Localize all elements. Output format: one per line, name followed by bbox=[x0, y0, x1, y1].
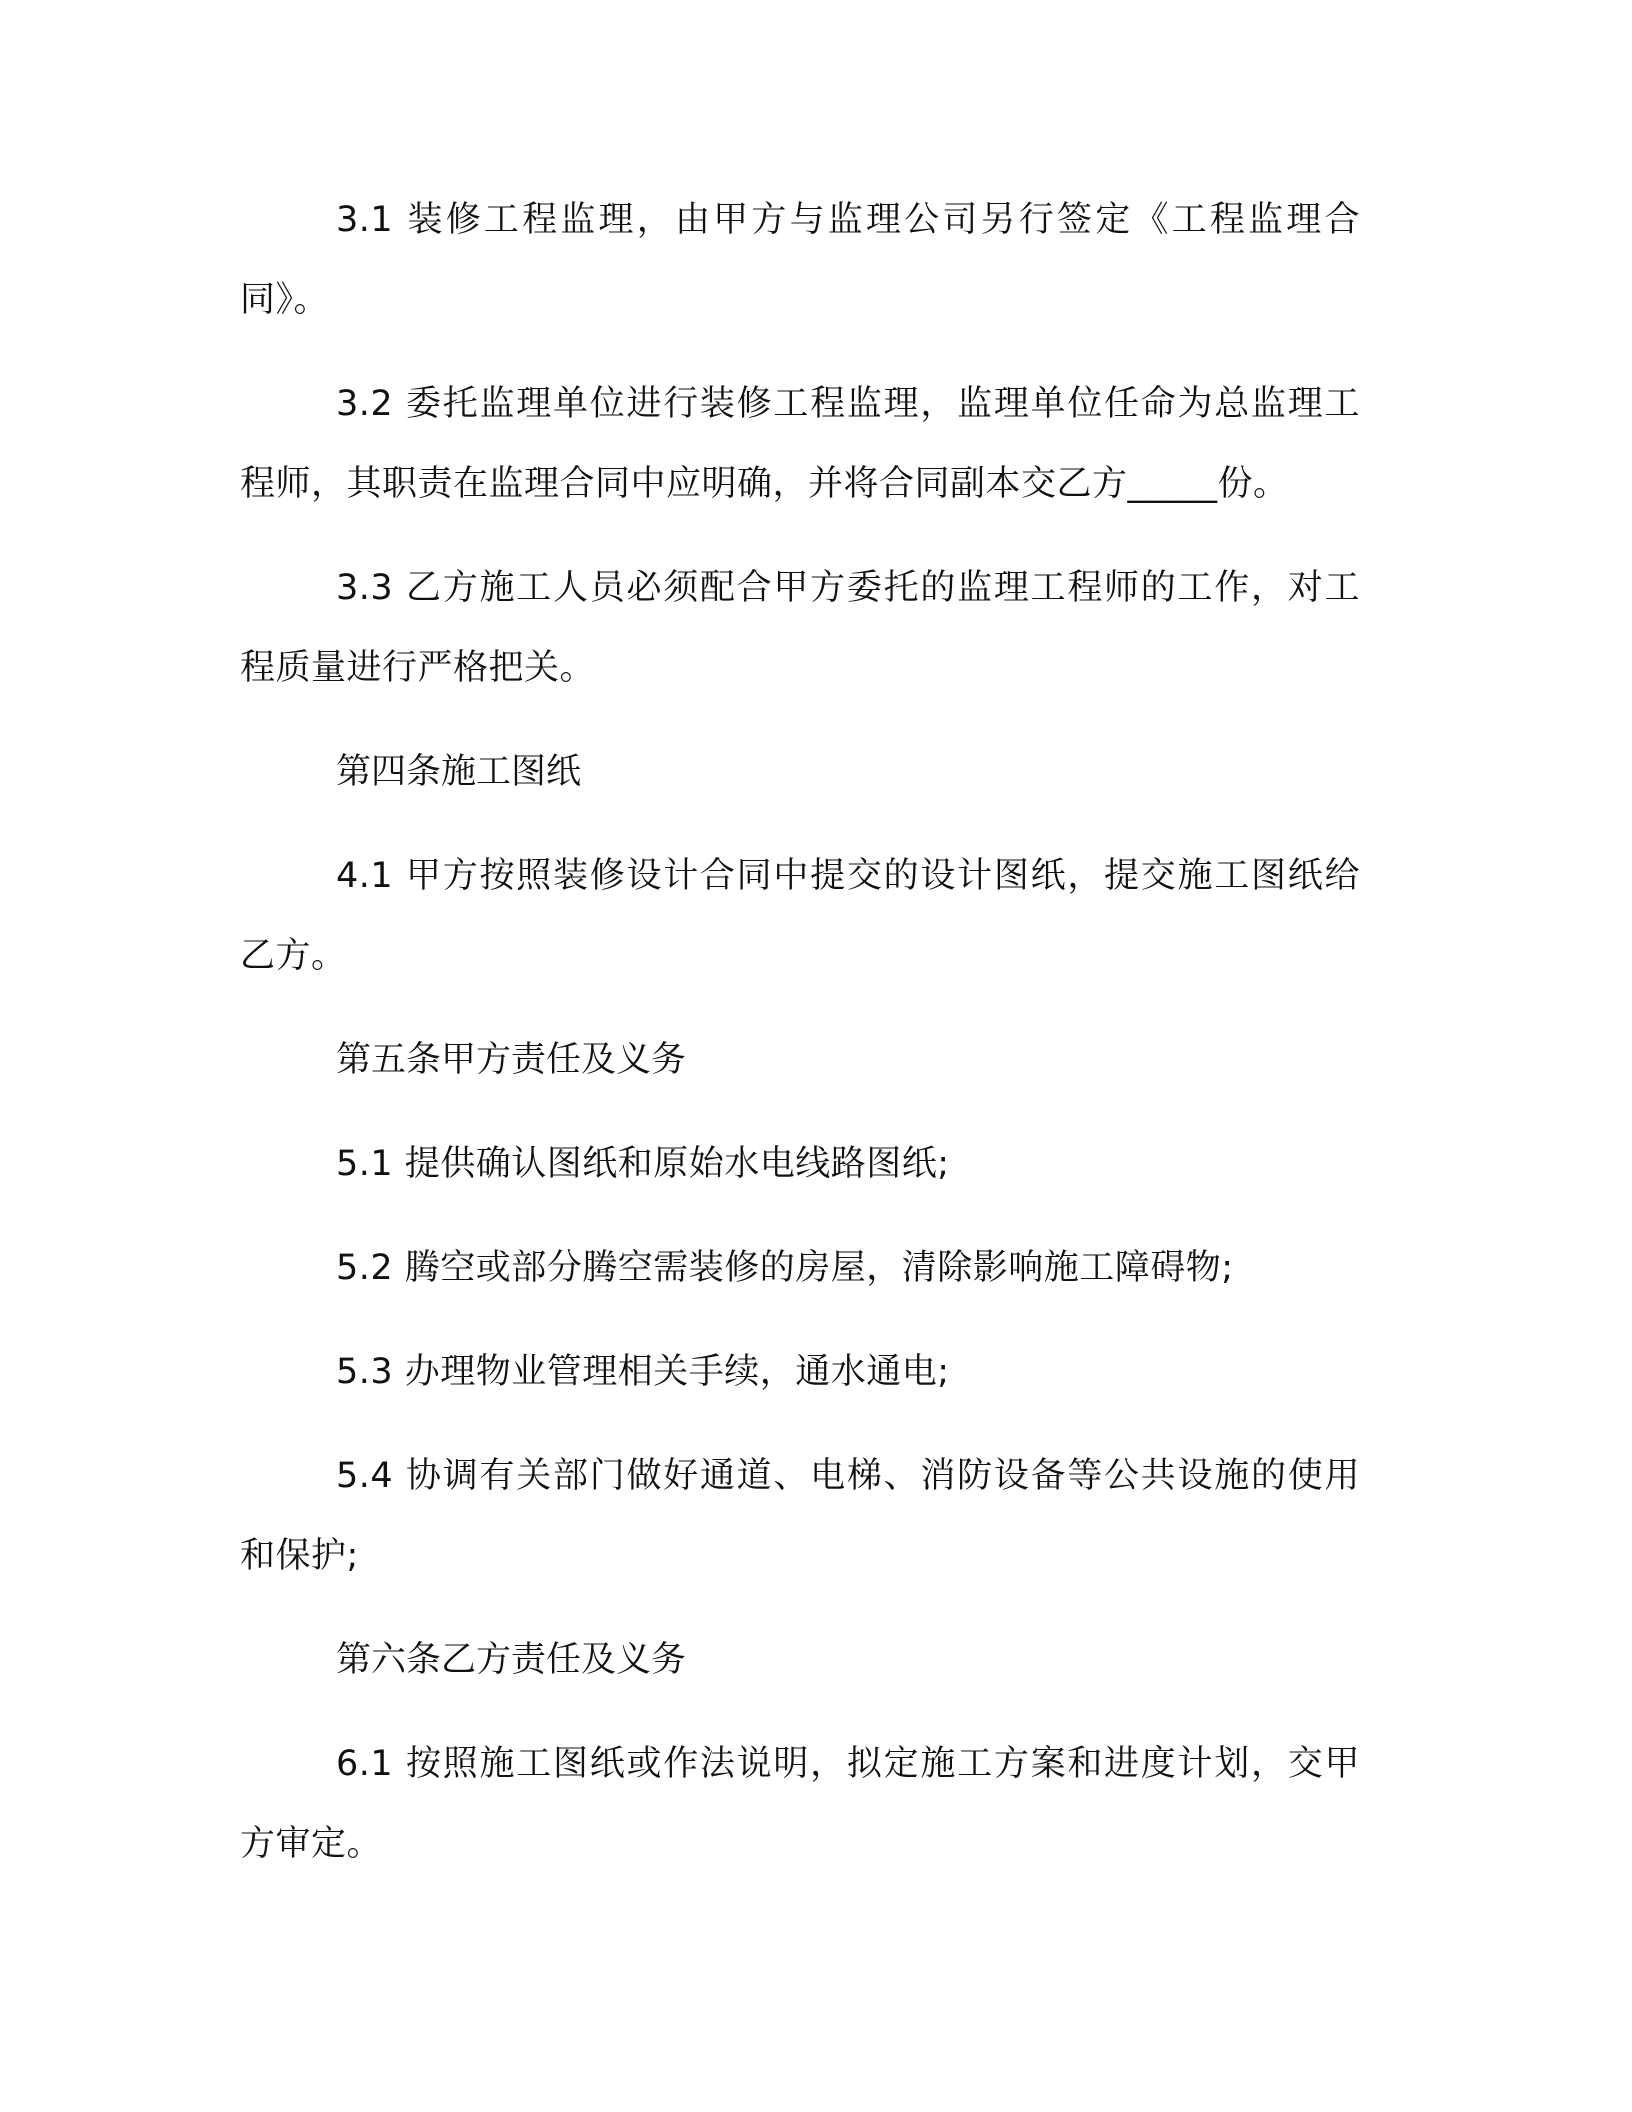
clause-4-1: 4.1 甲方按照装修设计合同中提交的设计图纸，提交施工图纸给乙方。 bbox=[240, 856, 1360, 976]
clause-5-4: 5.4 协调有关部门做好通道、电梯、消防设备等公共设施的使用和保护; bbox=[240, 1456, 1360, 1576]
document-body bbox=[240, 180, 1360, 1908]
clause-5-1: 5.1 提供确认图纸和原始水电线路图纸; bbox=[336, 1144, 950, 1184]
article-5-heading: 第五条甲方责任及义务 bbox=[336, 1040, 687, 1080]
clause-5-2: 5.2 腾空或部分腾空需装修的房屋，清除影响施工障碍物; bbox=[336, 1248, 1234, 1288]
clause-3-2: 3.2 委托监理单位进行装修工程监理，监理单位任命为总监理工程师，其职责在监理合同中应明确，并将合同副本交乙方_____份。 bbox=[240, 384, 1360, 504]
clause-3-1: 3.1 装修工程监理，由甲方与监理公司另行签定《工程监理合同》。 bbox=[240, 200, 1360, 320]
article-6-heading: 第六条乙方责任及义务 bbox=[336, 1640, 687, 1680]
clause-5-3: 5.3 办理物业管理相关手续，通水通电; bbox=[336, 1352, 950, 1392]
article-4-heading: 第四条施工图纸 bbox=[336, 752, 582, 792]
clause-3-3: 3.3 乙方施工人员必须配合甲方委托的监理工程师的工作，对工程质量进行严格把关。 bbox=[240, 568, 1360, 688]
clause-6-1: 6.1 按照施工图纸或作法说明，拟定施工方案和进度计划，交甲方审定。 bbox=[240, 1744, 1360, 1864]
